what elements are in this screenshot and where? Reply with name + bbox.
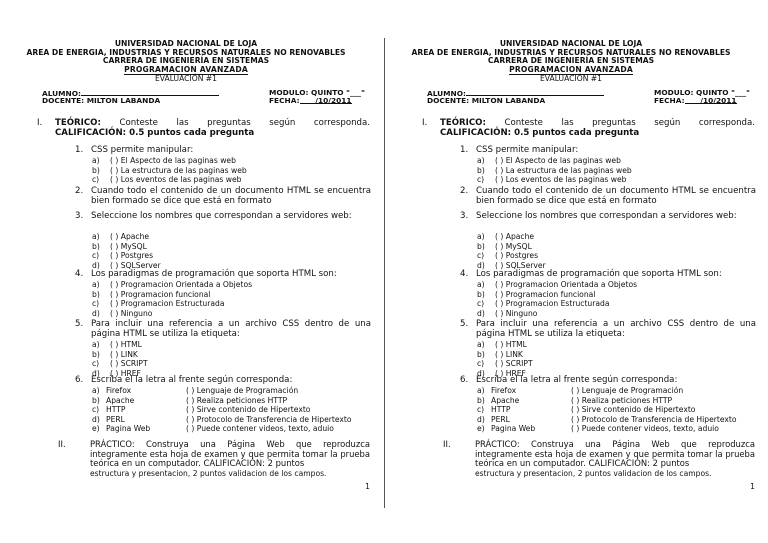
question-3 [460, 212, 756, 222]
answer-option[interactable] [477, 232, 534, 241]
match-letter: c) [477, 405, 485, 415]
match-definition: ( ) Realiza peticiones HTTP [571, 395, 673, 405]
answer-option[interactable] [477, 340, 527, 349]
match-term: Firefox [491, 386, 517, 395]
option-text: ( ) SCRIPT [110, 359, 148, 368]
match-term: Apache [106, 395, 135, 405]
match-row[interactable] [92, 424, 334, 433]
option-letter: a) [477, 232, 485, 241]
option-text: ( ) Programacion funcional [110, 289, 211, 299]
match-letter: e) [477, 424, 485, 434]
match-row[interactable] [477, 396, 672, 405]
match-row[interactable] [92, 396, 287, 405]
match-definition: ( ) Sirve contenido de Hipertexto [186, 405, 311, 415]
option-letter: a) [477, 340, 485, 349]
option-letter: a) [92, 340, 100, 349]
option-letter: d) [92, 368, 100, 378]
answer-option[interactable] [92, 166, 247, 175]
option-letter: c) [477, 175, 485, 184]
option-text: ( ) SQLServer [495, 260, 546, 270]
section-theory-word: TEÓRICO: [55, 118, 101, 128]
question-number: 1. [75, 145, 84, 155]
answer-option[interactable] [477, 242, 532, 251]
exam-copy-right [385, 0, 757, 543]
option-text: ( ) Apache [110, 232, 150, 241]
career-name: CARRERA DE INGENIERÍA EN SISTEMAS [487, 56, 655, 65]
question-number: 3. [75, 211, 84, 221]
teacher-label: DOCENTE: MILTON LABANDA [427, 96, 546, 105]
option-letter: b) [92, 241, 100, 251]
question-number: 6. [460, 375, 469, 385]
match-definition: ( ) Sirve contenido de Hipertexto [571, 405, 696, 415]
option-text: ( ) HTML [110, 340, 142, 349]
question-text: Escriba el la letra al frente según corresponda: [476, 375, 678, 385]
option-text: ( ) LINK [110, 349, 138, 359]
option-letter: c) [92, 359, 100, 368]
match-term: HTTP [491, 405, 511, 415]
match-row[interactable] [92, 386, 298, 395]
question-number: 5. [460, 319, 469, 329]
option-text: ( ) Postgres [495, 251, 539, 260]
match-definition: ( ) Protocolo de Transferencia de Hipertexto [571, 414, 737, 424]
match-term: HTTP [106, 405, 126, 415]
section-theory-word: Conteste [119, 118, 158, 128]
answer-option[interactable] [477, 175, 627, 184]
option-text: ( ) SQLServer [110, 260, 161, 270]
match-letter: b) [477, 395, 485, 405]
match-row[interactable] [92, 405, 310, 414]
question-number: 2. [75, 186, 84, 196]
match-term: Pagina Web [106, 424, 151, 434]
question-2 [75, 187, 371, 207]
option-letter: c) [477, 251, 485, 260]
answer-option[interactable] [477, 309, 537, 318]
match-term: PERL [491, 414, 510, 424]
option-text: ( ) LINK [495, 349, 523, 359]
option-letter: c) [477, 299, 485, 308]
date-field[interactable]: FECHA: /10/2011 [654, 96, 737, 105]
answer-option[interactable] [92, 242, 147, 251]
answer-option[interactable] [92, 280, 252, 289]
option-text: ( ) HTML [495, 340, 527, 349]
question-text: Para incluir una referencia a un archivo CSS dentro de una página HTML se utiliza la etiqueta: [476, 319, 756, 339]
match-term: PERL [106, 414, 125, 424]
option-text: ( ) Los eventos de las paginas web [495, 175, 627, 184]
section-theory-heading: I. TEÓRICO: Conteste las preguntas según corresponda. CALIFICACIÓN: 0.5 puntos cada pregunta [422, 118, 755, 138]
option-letter: d) [92, 308, 100, 318]
match-row[interactable] [92, 415, 352, 424]
option-letter: b) [477, 165, 485, 175]
option-letter: c) [92, 251, 100, 260]
question-number: 4. [460, 269, 469, 279]
answer-option[interactable] [92, 290, 210, 299]
answer-option[interactable] [92, 299, 225, 308]
option-text: ( ) Los eventos de las paginas web [110, 175, 242, 184]
option-letter: a) [92, 156, 100, 165]
section-practice: II. PRÁCTICO: Construya una Página Web que reproduzca integramente esta hoja de examen y que permita tomar la prueba teórica en un computador. CALIFICACIÓN: 2 puntos estructura y presentacion, 2 puntos validacion de los campos. [58, 439, 370, 478]
section-practice: II. PRÁCTICO: Construya una Página Web que reproduzca integramente esta hoja de examen y que permita tomar la prueba teórica en un computador. CALIFICACIÓN: 2 puntos estructura y presentacion, 2 puntos validacion de los campos. [443, 439, 755, 478]
section-theory-word: según [654, 118, 681, 128]
answer-option[interactable] [92, 309, 152, 318]
option-letter: a) [92, 280, 100, 289]
evaluation-title: EVALUACIÓN #1 [540, 74, 602, 83]
section-theory-heading: I. TEÓRICO: Conteste las preguntas según corresponda. CALIFICACIÓN: 0.5 puntos cada pregunta [37, 118, 370, 138]
answer-option[interactable] [92, 156, 236, 165]
answer-option[interactable] [92, 232, 149, 241]
option-text: ( ) MySQL [110, 241, 147, 251]
option-text: ( ) Ninguno [110, 308, 153, 318]
match-term: Pagina Web [491, 424, 536, 434]
match-definition: ( ) Lenguaje de Programación [186, 386, 299, 395]
match-row[interactable] [477, 386, 683, 395]
option-text: ( ) Ninguno [495, 308, 538, 318]
option-text: ( ) Apache [495, 232, 535, 241]
section-theory-word: Conteste [504, 118, 543, 128]
module-title: PROGRAMACION AVANZADA [509, 65, 633, 74]
question-6 [460, 376, 756, 386]
question-text: Cuando todo el contenido de un documento HTML se encuentra bien formado se dice que está en formato [91, 186, 371, 206]
section-theory-word: las [176, 118, 189, 128]
answer-option[interactable] [92, 340, 142, 349]
question-text: CSS permite manipular: [476, 145, 579, 155]
option-text: ( ) MySQL [495, 241, 532, 251]
question-text: Los paradigmas de programación que soporta HTML son: [91, 269, 337, 279]
option-text: ( ) HREF [495, 368, 526, 378]
exam-copy-left [0, 0, 372, 543]
question-text: Seleccione los nombres que correspondan a servidores web: [476, 211, 737, 221]
option-letter: b) [92, 349, 100, 359]
option-text: ( ) SCRIPT [495, 359, 533, 368]
option-text: ( ) Postgres [110, 251, 154, 260]
match-letter: b) [92, 395, 100, 405]
answer-option[interactable] [477, 251, 538, 260]
question-text: Escriba el la letra al frente según corresponda: [91, 375, 293, 385]
question-5 [460, 320, 756, 340]
match-row[interactable] [477, 424, 719, 433]
question-3 [75, 212, 371, 222]
question-number: 6. [75, 375, 84, 385]
option-letter: d) [477, 368, 485, 378]
question-number: 3. [460, 211, 469, 221]
page-number: 1 [365, 482, 370, 491]
option-letter: b) [477, 241, 485, 251]
area-name: AREA DE ENERGIA, INDUSTRIAS Y RECURSOS NATURALES NO RENOVABLES [411, 48, 731, 57]
match-row[interactable] [477, 405, 695, 414]
option-text: ( ) HREF [110, 368, 141, 378]
section-theory-line1 [40, 118, 370, 128]
section-theory-word: preguntas [592, 118, 636, 128]
option-letter: c) [477, 359, 485, 368]
answer-option[interactable] [477, 280, 637, 289]
career-name: CARRERA DE INGENIERÍA EN SISTEMAS [102, 56, 270, 65]
question-1 [460, 146, 756, 156]
question-number: 1. [460, 145, 469, 155]
match-letter: a) [92, 386, 100, 395]
module-label: MODULO: QUINTO "___" [269, 88, 365, 97]
option-letter: b) [92, 289, 100, 299]
match-letter: e) [92, 424, 100, 434]
match-letter: d) [92, 414, 100, 424]
question-number: 4. [75, 269, 84, 279]
teacher-label: DOCENTE: MILTON LABANDA [42, 96, 161, 105]
question-4 [75, 270, 371, 280]
match-definition: ( ) Puede contener videos, texto, aduio [571, 424, 719, 434]
date-field[interactable]: FECHA: /10/2011 [269, 96, 352, 105]
option-text: ( ) Programacion Estructurada [495, 299, 610, 308]
question-4 [460, 270, 756, 280]
module-label: MODULO: QUINTO "___" [654, 88, 750, 97]
match-term: Apache [491, 395, 520, 405]
answer-option[interactable] [92, 350, 138, 359]
module-title: PROGRAMACION AVANZADA [124, 65, 248, 74]
option-letter: d) [477, 260, 485, 270]
match-row[interactable] [477, 415, 737, 424]
section-theory-word: las [561, 118, 574, 128]
answer-option[interactable] [477, 156, 621, 165]
match-letter: c) [92, 405, 100, 415]
question-text: Seleccione los nombres que correspondan a servidores web: [91, 211, 352, 221]
match-term: Firefox [106, 386, 132, 395]
match-letter: a) [477, 386, 485, 395]
question-number: 2. [460, 186, 469, 196]
option-letter: b) [92, 165, 100, 175]
option-text: ( ) Programacion Orientada a Objetos [110, 280, 253, 289]
match-definition: ( ) Puede contener videos, texto, aduio [186, 424, 334, 434]
option-letter: a) [477, 156, 485, 165]
question-text: Los paradigmas de programación que soporta HTML son: [476, 269, 722, 279]
option-text: ( ) La estructura de las paginas web [495, 165, 632, 175]
answer-option[interactable] [477, 290, 595, 299]
page-number: 1 [750, 482, 755, 491]
area-name: AREA DE ENERGIA, INDUSTRIAS Y RECURSOS NATURALES NO RENOVABLES [26, 48, 346, 57]
option-letter: c) [92, 299, 100, 308]
match-definition: ( ) Protocolo de Transferencia de Hipertexto [186, 414, 352, 424]
university-name: UNIVERSIDAD NACIONAL DE LOJA [499, 39, 643, 48]
question-text: Para incluir una referencia a un archivo CSS dentro de una página HTML se utiliza la etiqueta: [91, 319, 371, 339]
student-field[interactable]: ALUMNO: [427, 88, 604, 98]
option-text: ( ) Programacion Estructurada [110, 299, 225, 308]
option-letter: b) [477, 349, 485, 359]
evaluation-title: EVALUACIÓN #1 [155, 74, 217, 83]
section-theory-word: TEÓRICO: [440, 118, 486, 128]
answer-option[interactable] [92, 251, 153, 260]
section-theory-word: corresponda. [313, 118, 370, 128]
section-theory-word: según [269, 118, 296, 128]
option-letter: b) [477, 289, 485, 299]
university-name: UNIVERSIDAD NACIONAL DE LOJA [114, 39, 258, 48]
section-theory-word: corresponda. [698, 118, 755, 128]
answer-option[interactable] [477, 350, 523, 359]
question-text: CSS permite manipular: [91, 145, 194, 155]
section-theory-word: preguntas [207, 118, 251, 128]
question-number: 5. [75, 319, 84, 329]
question-1 [75, 146, 371, 156]
answer-option[interactable] [477, 299, 610, 308]
match-letter: d) [477, 414, 485, 424]
option-letter: a) [477, 280, 485, 289]
match-definition: ( ) Lenguaje de Programación [571, 386, 684, 395]
option-text: ( ) El Aspecto de las paginas web [495, 156, 621, 165]
option-text: ( ) El Aspecto de las paginas web [110, 156, 236, 165]
question-text: Cuando todo el contenido de un documento HTML se encuentra bien formado se dice que está en formato [476, 186, 756, 206]
option-text: ( ) Programacion Orientada a Objetos [495, 280, 638, 289]
option-letter: d) [477, 308, 485, 318]
answer-option[interactable] [92, 359, 148, 368]
option-letter: d) [92, 260, 100, 270]
answer-option[interactable] [477, 166, 632, 175]
option-text: ( ) Programacion funcional [495, 289, 596, 299]
question-5 [75, 320, 371, 340]
answer-option[interactable] [92, 175, 242, 184]
option-letter: c) [92, 175, 100, 184]
option-text: ( ) La estructura de las paginas web [110, 165, 247, 175]
question-2 [460, 187, 756, 207]
option-letter: a) [92, 232, 100, 241]
question-6 [75, 376, 371, 386]
student-field[interactable]: ALUMNO: [42, 88, 219, 98]
answer-option[interactable] [477, 359, 533, 368]
section-theory-line1 [425, 118, 755, 128]
match-definition: ( ) Realiza peticiones HTTP [186, 395, 288, 405]
